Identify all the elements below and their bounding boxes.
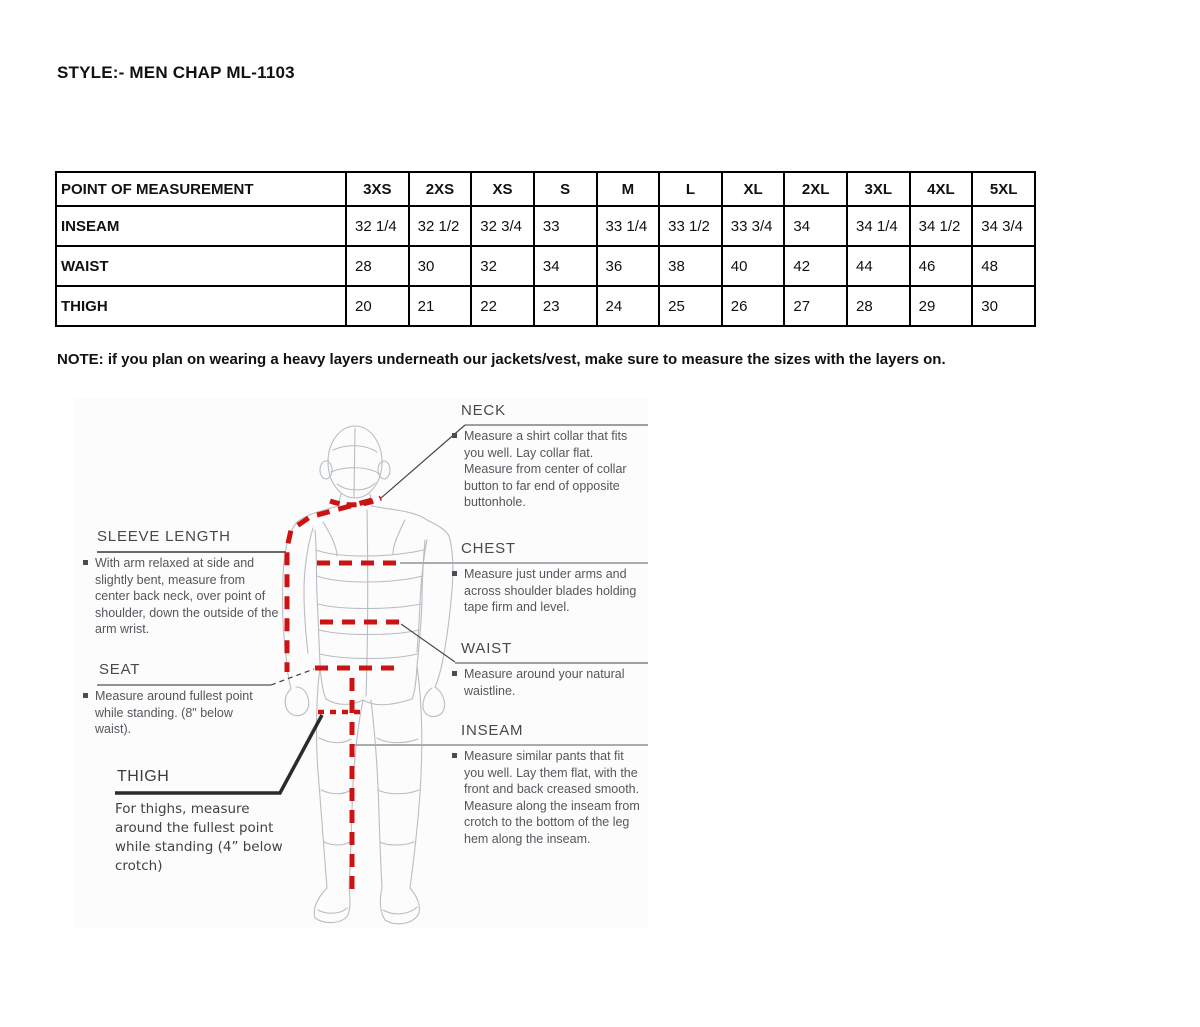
sleeve-length-heading: SLEEVE LENGTH — [97, 528, 231, 545]
size-value-cell: 32 1/4 — [346, 206, 409, 246]
size-value-cell: 32 1/2 — [409, 206, 472, 246]
column-header-size: M — [597, 172, 660, 206]
section-sleeve-length — [83, 528, 279, 638]
size-value-cell: 32 3/4 — [471, 206, 534, 246]
size-value-cell: 26 — [722, 286, 785, 326]
size-value-cell: 32 — [471, 246, 534, 286]
section-inseam — [452, 722, 644, 847]
size-value-cell: 44 — [847, 246, 910, 286]
size-value-cell: 38 — [659, 246, 722, 286]
section-neck — [452, 402, 644, 511]
neck-measure-line — [330, 498, 381, 505]
square-bullet-icon — [452, 433, 457, 438]
size-value-cell: 34 — [784, 206, 847, 246]
size-value-cell: 24 — [597, 286, 660, 326]
column-header-size: S — [534, 172, 597, 206]
size-value-cell: 21 — [409, 286, 472, 326]
inseam-heading: INSEAM — [461, 722, 524, 739]
size-value-cell: 34 1/2 — [910, 206, 973, 246]
column-header-size: 2XL — [784, 172, 847, 206]
section-seat — [83, 661, 263, 738]
size-value-cell: 20 — [346, 286, 409, 326]
column-header-size: 3XS — [346, 172, 409, 206]
size-table — [55, 171, 1036, 327]
size-table-body — [56, 206, 1035, 326]
size-value-cell: 28 — [847, 286, 910, 326]
size-value-cell: 28 — [346, 246, 409, 286]
size-value-cell: 42 — [784, 246, 847, 286]
column-header-size: L — [659, 172, 722, 206]
square-bullet-icon — [452, 753, 457, 758]
size-value-cell: 40 — [722, 246, 785, 286]
neck-heading: NECK — [461, 402, 506, 419]
column-header-size: 3XL — [847, 172, 910, 206]
size-value-cell: 48 — [972, 246, 1035, 286]
size-value-cell: 29 — [910, 286, 973, 326]
waist-description: Measure around your natural waistline. — [464, 667, 625, 698]
size-value-cell: 30 — [972, 286, 1035, 326]
section-chest — [452, 540, 644, 616]
neck-description: Measure a shirt collar that fits you well. Lay collar flat. Measure from center of collar button to far end of opposite buttonhole. — [464, 429, 628, 509]
column-header-size: 4XL — [910, 172, 973, 206]
chest-heading: CHEST — [461, 540, 516, 557]
note-text: NOTE: if you plan on wearing a heavy layers underneath our jackets/vest, make sure to measure the sizes with the layers on. — [57, 351, 946, 368]
size-value-cell: 22 — [471, 286, 534, 326]
size-value-cell: 34 3/4 — [972, 206, 1035, 246]
measurement-lines — [287, 498, 400, 893]
page-title: STYLE:- MEN CHAP ML-1103 — [57, 63, 295, 82]
section-waist — [452, 640, 644, 699]
size-value-cell: 33 1/2 — [659, 206, 722, 246]
waist-heading: WAIST — [461, 640, 512, 657]
column-header-size: 5XL — [972, 172, 1035, 206]
table-row — [56, 286, 1035, 326]
square-bullet-icon — [83, 560, 88, 565]
column-header-size: 2XS — [409, 172, 472, 206]
size-value-cell: 30 — [409, 246, 472, 286]
table-row — [56, 246, 1035, 286]
size-value-cell: 46 — [910, 246, 973, 286]
sleeve-measure-line — [287, 500, 372, 672]
size-value-cell: 27 — [784, 286, 847, 326]
size-value-cell: 23 — [534, 286, 597, 326]
seat-description: Measure around fullest point while standing. (8" below waist). — [95, 689, 253, 736]
size-value-cell: 34 1/4 — [847, 206, 910, 246]
sleeve-length-description: With arm relaxed at side and slightly bent, measure from center back neck, over point of shoulder, down the outside of the arm wrist. — [95, 556, 279, 636]
row-label: THIGH — [56, 286, 346, 326]
row-label: WAIST — [56, 246, 346, 286]
column-header-size: XL — [722, 172, 785, 206]
thigh-heading: THIGH — [117, 768, 170, 785]
square-bullet-icon — [452, 671, 457, 676]
measurement-diagram — [75, 398, 648, 928]
square-bullet-icon — [452, 571, 457, 576]
size-table-header-row — [56, 172, 1035, 206]
inseam-description: Measure similar pants that fit you well. Lay them flat, with the front and back creased smooth. Measure along the inseam from crotch to the bottom of the leg hem along the inseam. — [464, 749, 640, 846]
section-thigh — [115, 768, 295, 876]
size-value-cell: 33 3/4 — [722, 206, 785, 246]
size-value-cell: 33 1/4 — [597, 206, 660, 246]
size-value-cell: 33 — [534, 206, 597, 246]
square-bullet-icon — [83, 693, 88, 698]
size-value-cell: 36 — [597, 246, 660, 286]
chest-description: Measure just under arms and across shoulder blades holding tape firm and level. — [464, 567, 637, 614]
column-header-size: XS — [471, 172, 534, 206]
table-row — [56, 206, 1035, 246]
thigh-description: For thighs, measure around the fullest point while standing (4” below crotch) — [115, 801, 283, 874]
size-value-cell: 25 — [659, 286, 722, 326]
column-header-point-of-measurement: POINT OF MEASUREMENT — [56, 172, 346, 206]
seat-heading: SEAT — [99, 661, 141, 678]
row-label: INSEAM — [56, 206, 346, 246]
size-value-cell: 34 — [534, 246, 597, 286]
